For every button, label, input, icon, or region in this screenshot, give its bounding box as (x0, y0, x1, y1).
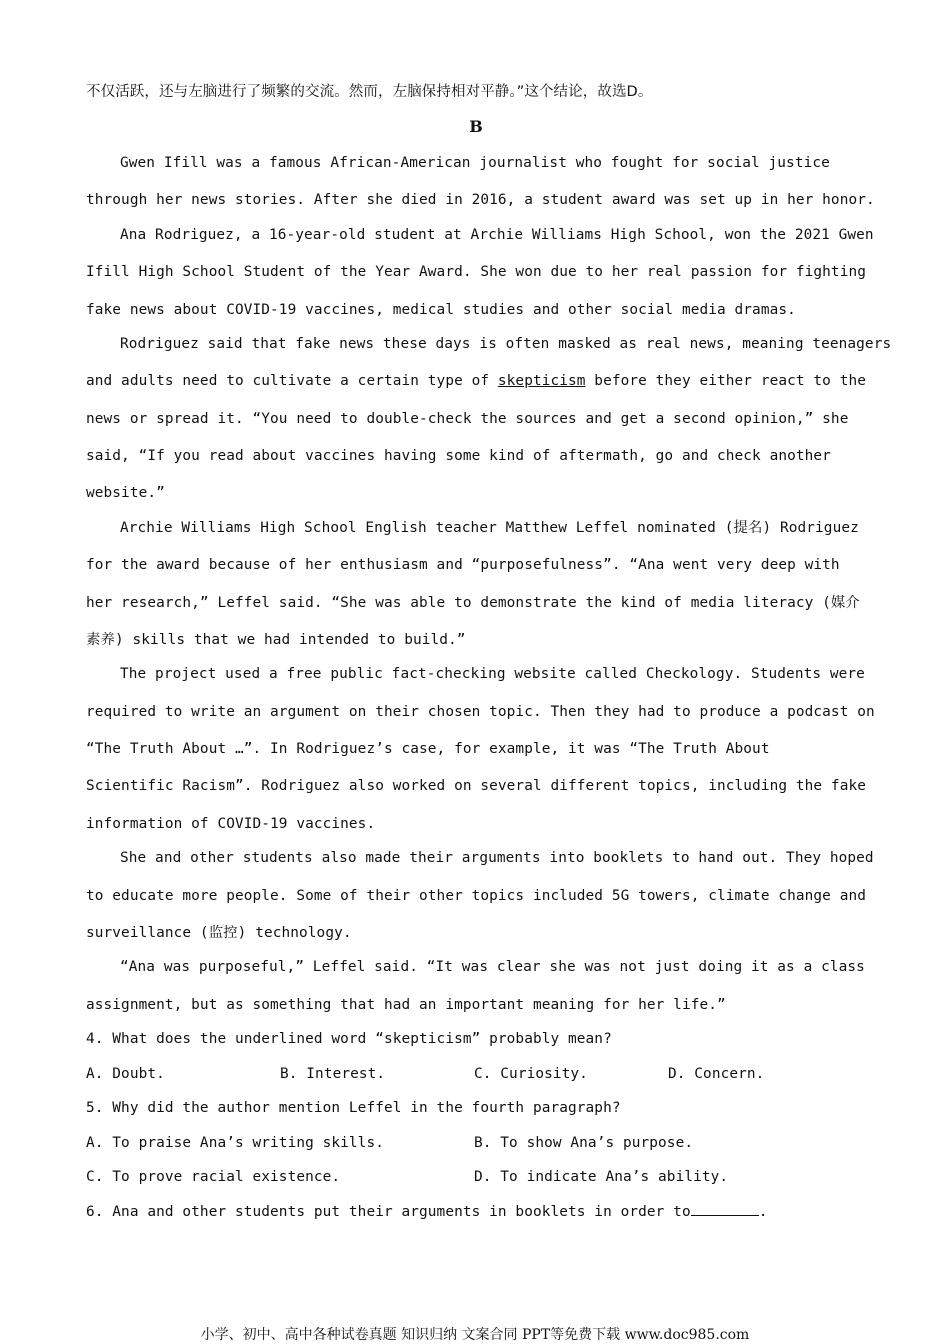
p3-line-3: news or spread it. “You need to double-check the sources and get a second opinion,” she (86, 411, 849, 427)
answer-blank (691, 1201, 759, 1216)
p1-line-1: Gwen Ifill was a famous African-American journalist who fought for social justice (120, 155, 830, 171)
q5-option-b: B. To show Ana’s purpose. (474, 1135, 694, 1151)
p7-line-2: assignment, but as something that had an important meaning for her life.” (86, 997, 726, 1013)
p3-line-5: website.” (86, 485, 165, 501)
p5-line-2: required to write an argument on their chosen topic. Then they had to produce a podcast on (86, 704, 875, 720)
section-heading: B (469, 117, 483, 136)
p1-line-2: through her news stories. After she died in 2016, a student award was set up in her honor. (86, 192, 875, 208)
q5-option-d: D. To indicate Ana’s ability. (474, 1169, 729, 1185)
p3-line-2-after: before they either react to the (585, 373, 866, 389)
q4-option-d: D. Concern. (668, 1066, 765, 1082)
q6-stem-end: . (758, 1204, 768, 1220)
p5-line-3: “The Truth About …”. In Rodriguez’s case, for example, it was “The Truth About (86, 741, 770, 757)
p5-line-1: The project used a free public fact-checking website called Checkology. Students were (120, 666, 865, 682)
p6-line-3: surveillance (监控) technology. (86, 925, 352, 941)
footer-watermark: 小学、初中、高中各种试卷真题 知识归纳 文案合同 PPT等免费下载 www.doc985.com (200, 1327, 750, 1343)
p5-line-4: Scientific Racism”. Rodriguez also worked on several different topics, including the fake (86, 778, 866, 794)
q6-stem (86, 1201, 866, 1222)
q5-option-c: C. To prove racial existence. (86, 1169, 341, 1185)
p4-line-4: 素养) skills that we had intended to build.” (86, 632, 466, 648)
intro-line: 不仅活跃，还与左脑进行了频繁的交流。然而，左脑保持相对平静。”这个结论，故选D。 (86, 84, 653, 100)
p3-line-1: Rodriguez said that fake news these days is often masked as real news, meaning teenagers (120, 336, 892, 352)
p2-line-1: Ana Rodriguez, a 16-year-old student at Archie Williams High School, won the 2021 Gwen (120, 227, 874, 243)
p6-line-1: She and other students also made their arguments into booklets to hand out. They hoped (120, 850, 874, 866)
q5-stem: 5. Why did the author mention Leffel in the fourth paragraph? (86, 1100, 621, 1116)
q4-option-b: B. Interest. (280, 1066, 386, 1082)
p4-line-2: for the award because of her enthusiasm and “purposefulness”. “Ana went very deep with (86, 557, 840, 573)
q6-stem-text: 6. Ana and other students put their arguments in booklets in order to (86, 1204, 691, 1220)
p3-line-4: said, “If you read about vaccines having some kind of aftermath, go and check another (86, 448, 831, 464)
p4-line-3: her research,” Leffel said. “She was able to demonstrate the kind of media literacy (媒介 (86, 595, 860, 611)
q4-option-a: A. Doubt. (86, 1066, 165, 1082)
p3-line-2-before: and adults need to cultivate a certain type of (86, 373, 498, 389)
p4-line-1: Archie Williams High School English teacher Matthew Leffel nominated (提名) Rodriguez (120, 520, 859, 536)
p2-line-2: Ifill High School Student of the Year Award. She won due to her real passion for fighting (86, 264, 866, 280)
underlined-word-skepticism: skepticism (497, 373, 586, 389)
q5-option-a: A. To praise Ana’s writing skills. (86, 1135, 384, 1151)
p6-line-2: to educate more people. Some of their other topics included 5G towers, climate change and (86, 888, 866, 904)
p5-line-5: information of COVID-19 vaccines. (86, 816, 376, 832)
q4-option-c: C. Curiosity. (474, 1066, 588, 1082)
p2-line-3: fake news about COVID-19 vaccines, medical studies and other social media dramas. (86, 302, 796, 318)
p7-line-1: “Ana was purposeful,” Leffel said. “It was clear she was not just doing it as a class (120, 959, 865, 975)
p3-line-2 (86, 371, 866, 391)
q4-stem: 4. What does the underlined word “skepticism” probably mean? (86, 1031, 612, 1047)
